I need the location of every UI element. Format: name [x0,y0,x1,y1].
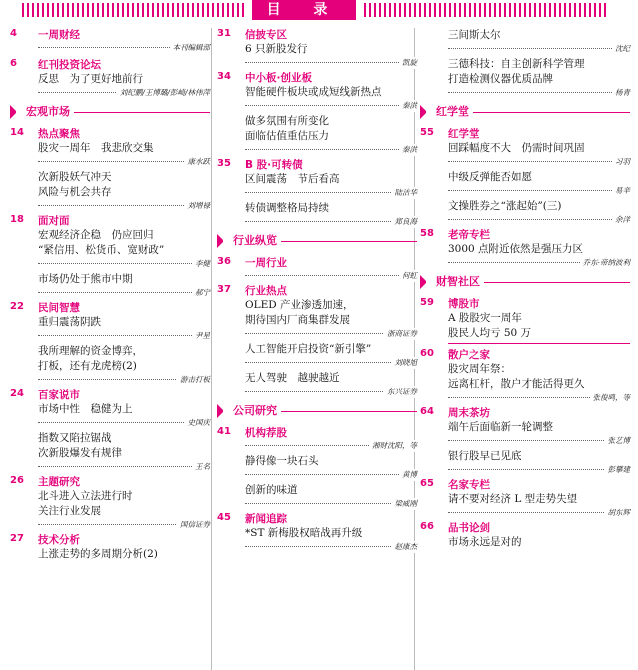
section-title: 信披专区 [245,29,287,41]
article-title[interactable]: 宏观经济企稳 仍应回归 [38,229,154,241]
article-title[interactable]: 人工智能开启投资“新引擎” [245,343,372,355]
toc-entry[interactable] [217,512,417,553]
toc-entry[interactable] [10,388,210,473]
article-title[interactable]: 打造检测仪器优质品牌 [448,73,553,85]
author: 张俊鸣，等 [590,392,631,404]
article-title[interactable]: 打板，还有龙虎榜(2) [38,360,137,372]
article-title[interactable]: 反思 为了更好地前行 [38,73,143,85]
toc-entry[interactable] [420,478,630,519]
section-title: 品书论剑 [448,522,490,534]
section-title: 主题研究 [38,476,80,488]
toc-entry[interactable] [217,71,417,156]
toc-entry[interactable] [420,127,630,226]
page-number: 24 [10,388,24,399]
article-title[interactable]: 文操胜券之“涨起始”(三) [448,200,562,212]
author: 秦洪 [399,144,417,156]
author: 李健 [192,258,210,270]
toc-entry[interactable] [217,284,417,398]
article-title[interactable]: 股民人均亏 50 万 [448,327,532,339]
author: 余洋 [612,214,630,226]
article-title[interactable]: 区间震荡 节后看高 [245,173,340,185]
author: 习羽 [612,156,630,168]
article-title[interactable]: 上涨走势的多周期分析(2) [38,548,158,560]
article-title[interactable]: *ST 新梅股权暗战再升级 [245,527,363,539]
author: 国信证券 [177,519,210,531]
author: 本刊编辑部 [170,42,211,54]
article-title[interactable]: 创新的味道 [245,484,298,496]
author: 何虹 [399,270,417,282]
banner-label: 行业纵览 [223,232,281,250]
page-number: 22 [10,301,24,312]
article-title[interactable]: 面临估值重估压力 [245,130,329,142]
toc-entry[interactable] [420,28,630,99]
section-title: 老帝专栏 [448,229,490,241]
article-title[interactable]: 静得像一块石头 [245,455,319,467]
section-title: 机构荐股 [245,427,287,439]
column-1 [10,28,210,562]
page-number: 6 [10,58,17,69]
page-number: 59 [420,297,434,308]
page-number: 35 [217,158,231,169]
author: 乔东·帝纳波利 [580,257,630,269]
article-title[interactable]: 市场仍处于熊市中期 [38,273,133,285]
page-number: 66 [420,521,434,532]
header-decoration-right [364,3,608,17]
article-title[interactable]: 期待国内厂商集群发展 [245,314,350,326]
page-number: 4 [10,28,17,39]
author: 东兴证券 [384,386,417,398]
article-title[interactable]: 转债调整格局持续 [245,202,329,214]
section-title: 百家说市 [38,389,80,401]
banner-label: 红学堂 [426,103,473,121]
article-title[interactable]: 市场中性 稳健为上 [38,403,133,415]
page-number: 41 [217,426,231,437]
section-title: 民间智慧 [38,302,80,314]
author: 康水跃 [185,156,211,168]
article-title[interactable]: 三德科技：自主创新科学管理 [448,58,585,70]
section-title: B 股·可转债 [245,159,303,171]
section-title: 红刊投资论坛 [38,59,101,71]
section-title: 热点聚焦 [38,128,80,140]
article-title[interactable]: 市场永远是对的 [448,536,522,548]
page-number: 31 [217,28,231,39]
section-title: 一周财经 [38,29,80,41]
author-line [38,42,210,54]
page-number: 26 [10,475,24,486]
author: 陆洁华 [392,187,418,199]
article-title[interactable]: 做多氛围有所变化 [245,115,329,127]
section-title: 名家专栏 [448,479,490,491]
author: 郝宁 [192,287,210,299]
section-title: 新闻追踪 [245,513,287,525]
section-title: 周末茶坊 [448,407,490,419]
article-title[interactable]: 重归震荡阴跌 [38,316,101,328]
author: 郑良海 [392,216,418,228]
column-divider [211,28,212,670]
banner-label: 公司研究 [223,402,281,420]
banner-label: 宏观市场 [16,103,74,121]
toc-entry[interactable] [10,475,210,531]
author: 沈纪 [612,43,630,55]
author: 杨青 [612,87,630,99]
author: 秦洪 [399,100,417,112]
author: 史国庆 [185,417,211,429]
article-title[interactable]: 指数又陷拉锯战 [38,432,112,444]
article-title[interactable]: 远离杠杆，散户才能活得更久 [448,378,585,390]
author: 凯旋 [399,57,417,69]
toc-entry[interactable] [10,301,210,386]
article-title[interactable]: 端午后面临新一轮调整 [448,421,553,433]
section-title: 技术分析 [38,534,80,546]
article-title[interactable]: 6 只新股发行 [245,43,308,55]
article-title[interactable]: 无人驾驶 越驶越近 [245,372,340,384]
article-title[interactable]: 回踩幅度不大 仍需时间巩固 [448,142,585,154]
article-title[interactable]: 三间斯太尔 [448,29,501,41]
page-number: 55 [420,127,434,138]
article-title[interactable]: “紧信用、松货币、宽财政” [38,244,165,256]
toc-entry[interactable] [217,256,417,282]
page-number: 34 [217,71,231,82]
section-banner [217,232,417,250]
author: 彭攀建 [605,464,631,476]
page-number: 58 [420,228,434,239]
section-banner [10,103,210,121]
article-title[interactable]: A 股股灾一周年 [448,312,522,324]
toc-entry[interactable] [10,214,210,299]
article-title[interactable]: 北斗进入立法进行时 [38,490,133,502]
column-3 [420,28,630,550]
toc-entry[interactable] [10,127,210,212]
article-title[interactable]: 股灾周年祭： [448,363,511,375]
header-decoration-left [22,3,244,17]
author: 王名 [192,461,210,473]
toc-entry[interactable] [420,297,630,344]
article-title[interactable]: 风险与机会共存 [38,186,112,198]
author: 黄博 [399,469,417,481]
article-title[interactable]: 中级反弹能否如愿 [448,171,532,183]
section-banner [420,103,630,121]
section-title: 一周行业 [245,257,287,269]
article-title[interactable]: 次新股妖气冲天 [38,171,112,183]
page-number: 18 [10,214,24,225]
author: 赵康杰 [392,541,418,553]
divider [448,343,630,344]
toc-entry[interactable] [420,348,630,404]
page-title: 目 录 [252,0,356,20]
section-title: 面对面 [38,215,70,227]
article-title[interactable]: 请不要对经济 L 型走势失望 [448,493,578,505]
article-title[interactable]: 银行股早已见底 [448,450,522,462]
section-title: 行业热点 [245,285,287,297]
section-title: 中小板·创业板 [245,72,312,84]
article-title[interactable]: 股灾一周年 我悲欣交集 [38,142,154,154]
page-number: 45 [217,512,231,523]
page-number: 14 [10,127,24,138]
author: 刘晓旭 [392,357,418,369]
article-title[interactable]: 我所理解的资金博弈， [38,345,143,357]
article-title[interactable]: OLED 产业渗透加速， [245,299,354,311]
toc-entry[interactable] [10,58,210,99]
page-number: 37 [217,284,231,295]
section-banner [420,273,630,291]
toc-entry[interactable] [420,521,630,550]
section-banner [217,402,417,420]
article-title[interactable]: 次新股爆发有规律 [38,447,122,459]
page-number: 65 [420,478,434,489]
author: 浙商证券 [384,328,417,340]
author: 易辛 [612,185,630,197]
section-title: 博股市 [448,298,480,310]
author: 尹星 [192,330,210,342]
author: 胡东辉 [605,507,631,519]
toc-entry[interactable] [420,228,630,269]
column-2 [217,28,417,555]
page-number: 36 [217,256,231,267]
toc-entry[interactable] [217,28,417,69]
toc-entry[interactable] [10,533,210,562]
author: 梁威刚 [392,498,418,510]
header [0,0,638,24]
article-title[interactable]: 3000 点附近依然是强压力区 [448,243,584,255]
article-title[interactable]: 智能硬件板块或成短线新热点 [245,86,382,98]
author: 刘增禄 [185,200,211,212]
banner-label: 财智社区 [426,273,484,291]
section-title: 散户之家 [448,349,490,361]
toc-entry[interactable] [10,28,210,54]
toc-entry[interactable] [217,426,417,510]
page-number: 60 [420,348,434,359]
toc-entry[interactable] [420,406,630,476]
author: 游击打板 [177,374,210,386]
toc-entry[interactable] [217,158,417,228]
author: 刘纪鹏/王博璐/彭崎/林伟萍 [117,87,210,99]
author: 张艺博 [605,435,631,447]
page-number: 27 [10,533,24,544]
section-title: 红学堂 [448,128,480,140]
author: 湘财沈阳，等 [369,440,417,452]
article-title[interactable]: 关注行业发展 [38,505,101,517]
page-number: 64 [420,406,434,417]
